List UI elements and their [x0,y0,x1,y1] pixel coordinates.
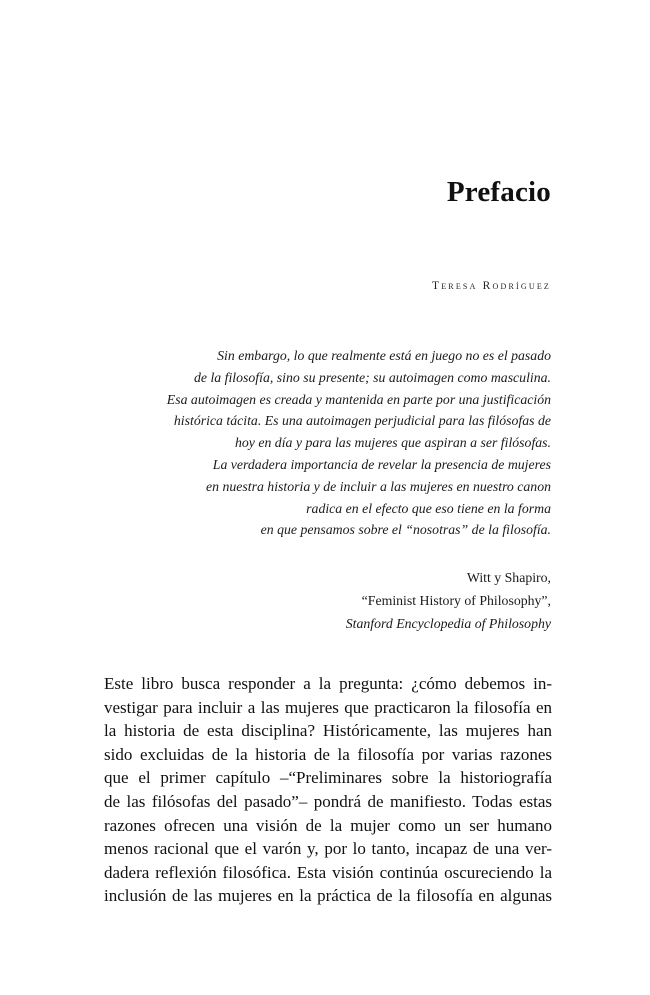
epigraph-line: en nuestra historia y de incluir a las mujeres en nuestro canon [205,478,551,494]
body-line: dadera reflexión filosófica. Esta visión continúa oscureciendo la [104,862,552,882]
author-name: Teresa Rodríguez [432,280,551,292]
body-paragraph [104,672,552,908]
body-line: sido excluidas de la historia de la filosofía por varias razones [104,744,552,764]
epigraph-line: Esa autoimagen es creada y mantenida en parte por una justificación [166,391,551,407]
attribution-source: Stanford Encyclopedia of Philosophy [345,616,551,631]
body-line: vestigar para incluir a las mujeres que practicaron la filosofía en [104,697,552,717]
epigraph-attribution [346,566,551,635]
chapter-title: Prefacio [446,176,551,208]
body-line: inclusión de las mujeres en la práctica de la filosofía en algunas [104,886,552,906]
body-line: de las filósofas del pasado”– pondrá de manifiesto. Todas estas [104,791,552,811]
attribution-article: “Feminist History of Philosophy”, [361,593,551,608]
body-line: la historia de esta disciplina? Históricamente, las mujeres han [104,721,552,741]
epigraph-line: en que pensamos sobre el “nosotras” de la filosofía. [260,522,551,538]
epigraph-line: de la filosofía, sino su presente; su autoimagen como masculina. [193,369,551,385]
attribution-authors: Witt y Shapiro, [466,570,551,585]
epigraph-line: hoy en día y para las mujeres que aspiran a ser filósofas. [234,435,551,451]
body-line: razones ofrecen una visión de la mujer como un ser humano [104,815,552,835]
body-line: menos racional que el varón y, por lo tanto, incapaz de una ver- [104,839,552,859]
body-line: que el primer capítulo –“Preliminares sobre la historiografía [104,768,552,788]
epigraph-line: La verdadera importancia de revelar la presencia de mujeres [212,456,551,472]
epigraph-line: histórica tácita. Es una autoimagen perjudicial para las filósofas de [173,413,551,429]
epigraph-line: Sin embargo, lo que realmente está en juego no es el pasado [217,348,551,363]
epigraph-line: radica en el efecto que eso tiene en la forma [306,500,551,516]
epigraph-quote [91,345,551,541]
body-line: Este libro busca responder a la pregunta: ¿cómo debemos in- [104,674,552,693]
